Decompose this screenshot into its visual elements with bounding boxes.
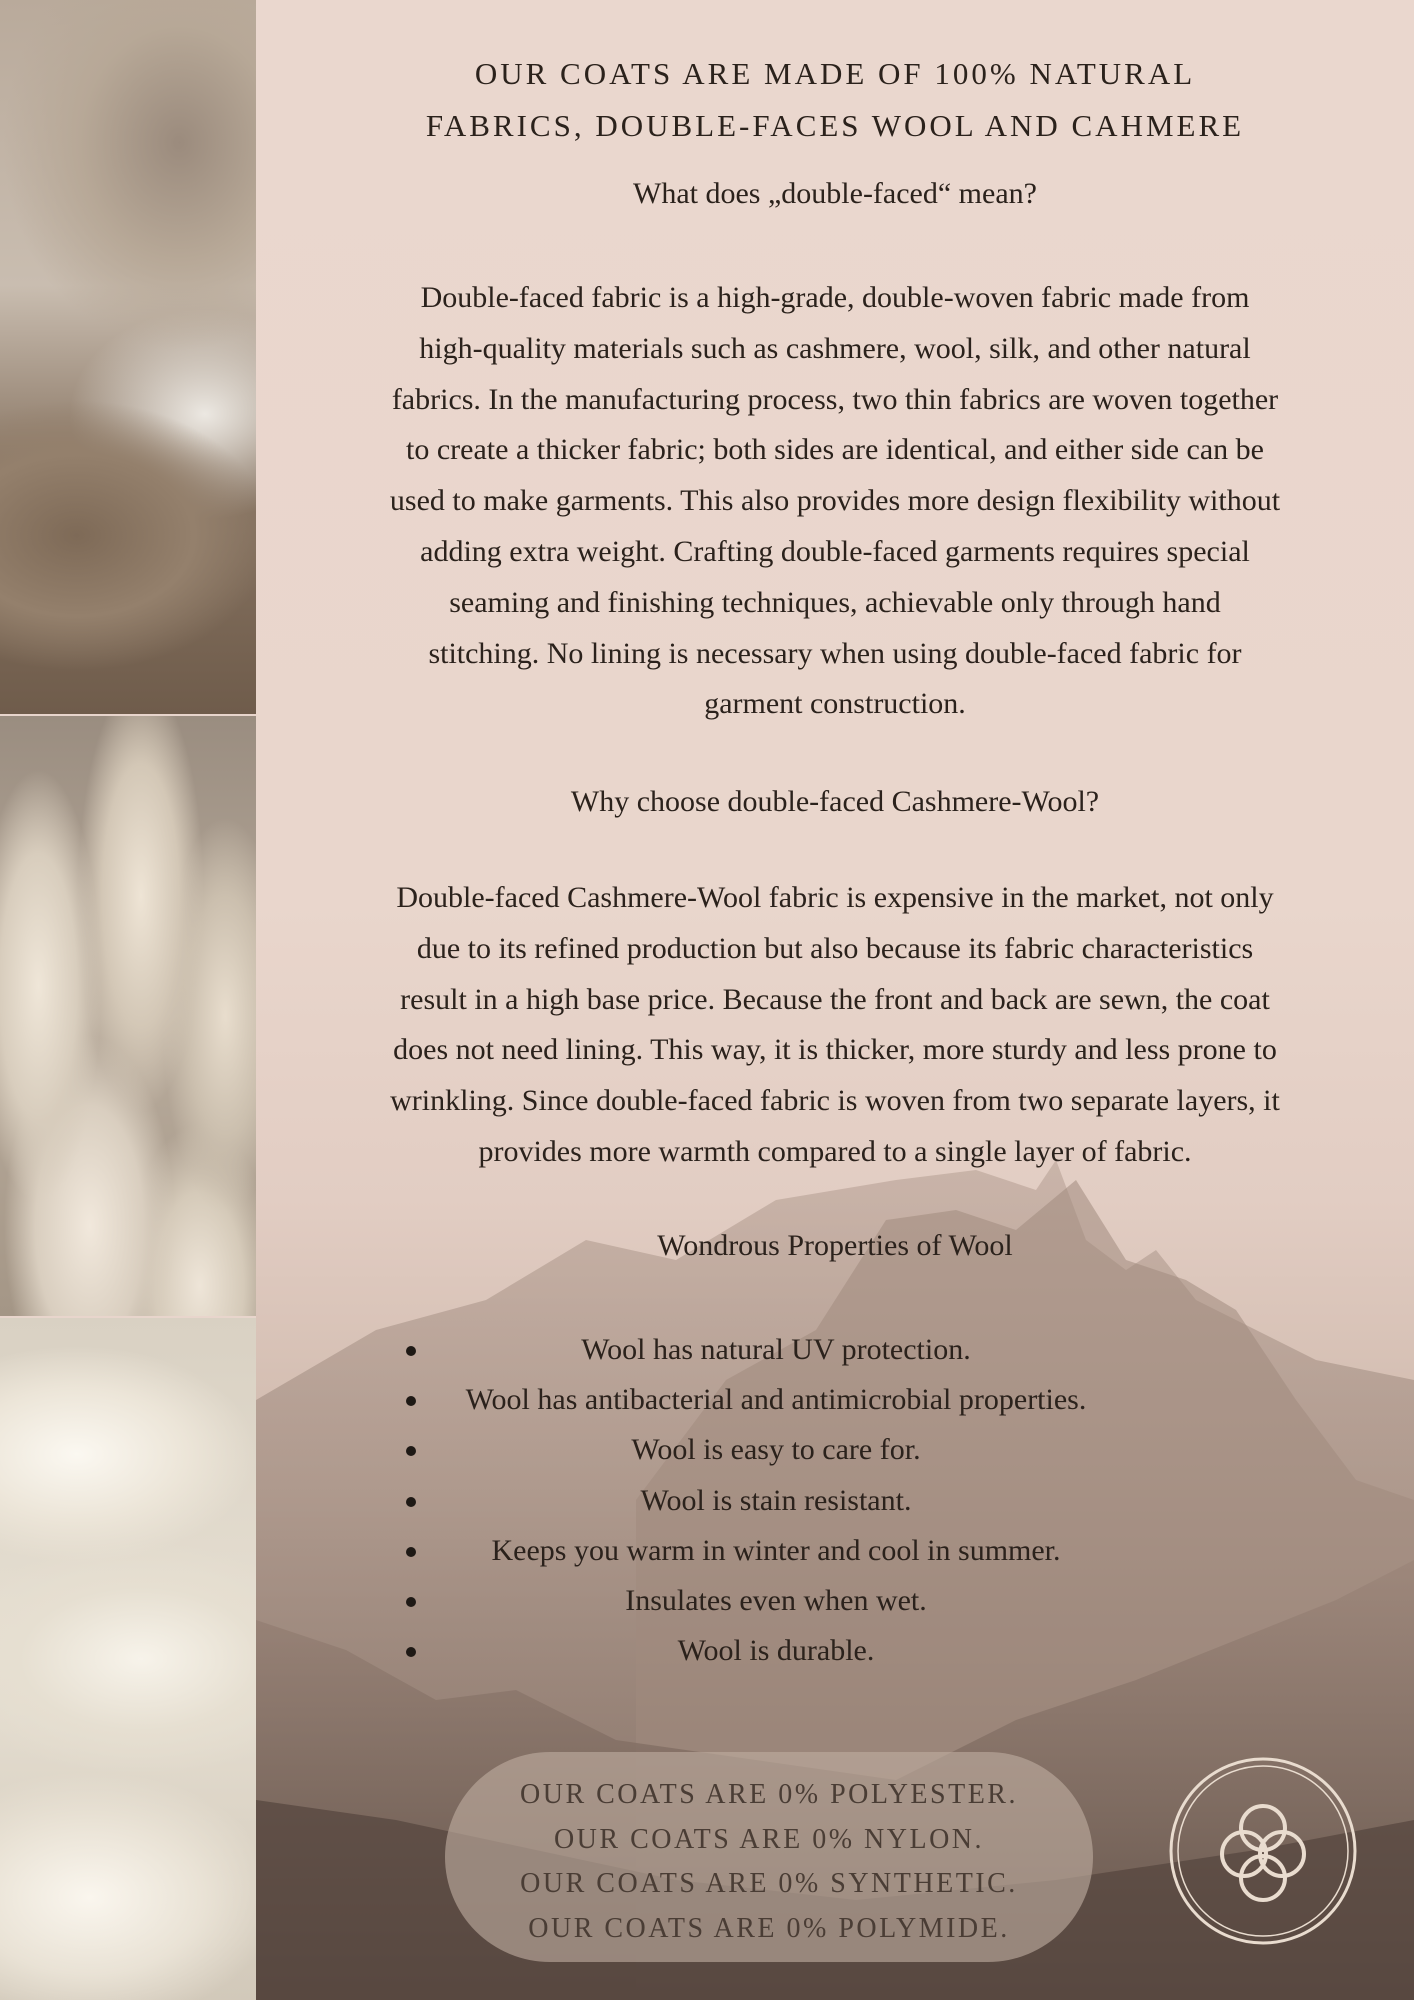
section-heading-properties (286, 1229, 1384, 1263)
zero-synthetic-badge (445, 1752, 1093, 1962)
list-item-text: Insulates even when wet. (625, 1584, 927, 1618)
list-item-text: Wool has antibacterial and antimicrobial properties. (465, 1383, 1087, 1417)
paragraph-line: provides more warmth compared to a single layer of fabric. (478, 1134, 1192, 1168)
paragraph-double-faced (286, 273, 1384, 730)
list-item-text: Keeps you warm in winter and cool in summer. (491, 1533, 1061, 1567)
paragraph-line: adding extra weight. Crafting double-faced garments requires special (420, 534, 1250, 568)
paragraph-line: stitching. No lining is necessary when using double-faced fabric for (428, 636, 1242, 670)
paragraph-body (286, 273, 1384, 730)
paragraph-line: high-quality materials such as cashmere, wool, silk, and other natural (419, 331, 1251, 365)
title-line: OUR COATS ARE MADE OF 100% NATURAL (474, 56, 1196, 91)
list-item-text: Wool is durable. (677, 1634, 875, 1668)
list-item (406, 1626, 1146, 1676)
bullet-icon (406, 1346, 416, 1356)
bullet-icon (406, 1597, 416, 1607)
paragraph-line: does not need lining. This way, it is thicker, more sturdy and less prone to (393, 1033, 1277, 1067)
list-item-text: Wool is stain resistant. (640, 1483, 912, 1517)
list-item (406, 1526, 1146, 1576)
section-heading-text: Wondrous Properties of Wool (657, 1229, 1013, 1262)
wool-properties-list (406, 1325, 1146, 1676)
list-item (406, 1476, 1146, 1526)
page-title (286, 48, 1384, 152)
bullet-icon (406, 1396, 416, 1406)
badge-line: OUR COATS ARE 0% POLYMIDE. (528, 1912, 1010, 1944)
paragraph-line: garment construction. (704, 687, 966, 721)
paragraph-line: due to its refined production but also because its fabric characteristics (416, 931, 1254, 965)
section-heading-text: Why choose double-faced Cashmere-Wool? (570, 785, 1100, 818)
white-wool-roving-photo (0, 1318, 256, 2000)
list-item (406, 1425, 1146, 1475)
section-heading-double-faced (286, 177, 1384, 211)
list-item (406, 1325, 1146, 1375)
bullet-icon (406, 1497, 416, 1507)
paragraph-line: fabrics. In the manufacturing process, two thin fabrics are woven together (391, 382, 1279, 416)
badge-line: OUR COATS ARE 0% SYNTHETIC. (520, 1868, 1018, 1899)
paragraph-line: wrinkling. Since double-faced fabric is woven from two separate layers, it (390, 1084, 1280, 1118)
paragraph-line: to create a thicker fabric; both sides are identical, and either side can be (406, 433, 1264, 467)
list-item-text: Wool has natural UV protection. (581, 1333, 971, 1366)
list-item (406, 1375, 1146, 1425)
badge-line: OUR COATS ARE 0% NYLON. (553, 1823, 985, 1855)
paragraph-line: Double-faced fabric is a high-grade, double-woven fabric made from (420, 281, 1250, 314)
paragraph-line: Double-faced Cashmere-Wool fabric is expensive in the market, not only (396, 881, 1274, 914)
paragraph-line: result in a high base price. Because the front and back are sewn, the coat (400, 982, 1270, 1016)
bullet-icon (406, 1547, 416, 1557)
photo-column (0, 0, 256, 2000)
yarn-spindles-photo (0, 716, 256, 1316)
badge-line: OUR COATS ARE 0% POLYESTER. (520, 1779, 1018, 1810)
interlocking-circles-logo-icon (1168, 1756, 1358, 1946)
section-heading-why-choose (286, 785, 1384, 819)
title-line: FABRICS, DOUBLE-FACES WOOL AND CAHMERE (425, 108, 1245, 143)
bullet-icon (406, 1647, 416, 1657)
bullet-icon (406, 1446, 416, 1456)
paragraph-line: seaming and finishing techniques, achievable only through hand (449, 585, 1221, 619)
section-heading-text: What does „double-faced“ mean? (633, 177, 1037, 210)
list-item (406, 1576, 1146, 1626)
paragraph-body (286, 873, 1384, 1178)
paragraph-why-choose (286, 873, 1384, 1178)
wool-fluff-photo (0, 0, 256, 714)
content-panel (256, 0, 1414, 2000)
paragraph-line: used to make garments. This also provides more design flexibility without (389, 484, 1281, 518)
list-item-text: Wool is easy to care for. (631, 1433, 921, 1467)
